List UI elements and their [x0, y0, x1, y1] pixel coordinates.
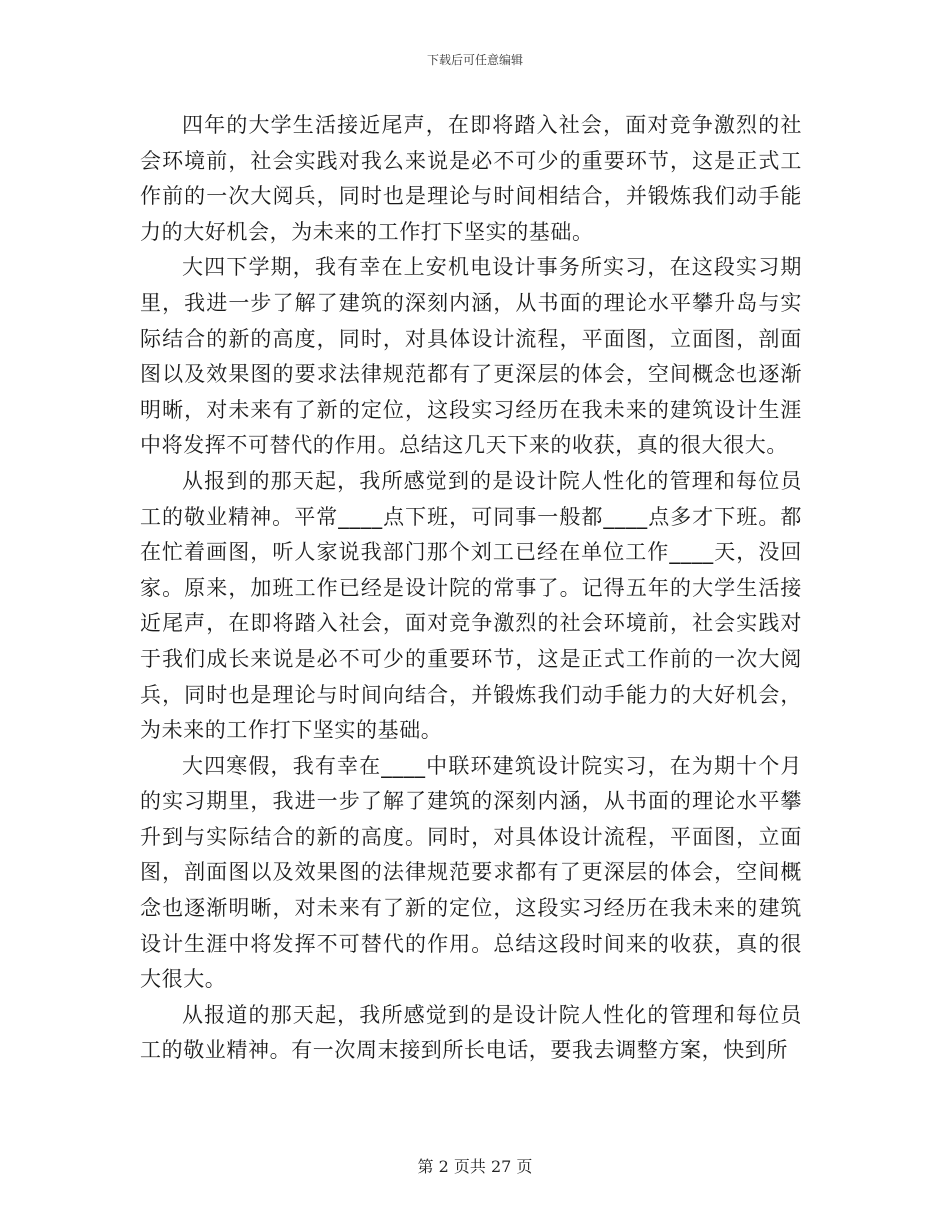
document-body: [140, 108, 802, 1069]
header-note: 下载后可任意编辑: [426, 53, 523, 67]
paragraph: 从报到的那天起，我所感觉到的是设计院人性化的管理和每位员工的敬业精神。平常____点下班，可同事一般都____点多才下班。都在忙着画图，听人家说我部门那个刘工已经在单位工作____天，没回家。原来，加班工作已经是设计院的常事了。记得五年的大学生活接近尾声，在即将踏入社会，面对竞争激烈的社会环境前，社会实践对于我们成长来说是必不可少的重要环节，这是正式工作前的一次大阅兵，同时也是理论与时间向结合，并锻炼我们动手能力的大好机会，为未来的工作打下坚实的基础。: [140, 468, 802, 743]
paragraph: 四年的大学生活接近尾声，在即将踏入社会，面对竞争激烈的社会环境前，社会实践对我么来说是必不可少的重要环节，这是正式工作前的一次大阅兵，同时也是理论与时间相结合，并锻炼我们动手能力的大好机会，为未来的工作打下坚实的基础。: [140, 113, 802, 244]
paragraph: 大四寒假，我有幸在____中联环建筑设计院实习，在为期十个月的实习期里，我进一步了解了建筑的深刻内涵，从书面的理论水平攀升到与实际结合的新的高度。同时，对具体设计流程，平面图，立面图，剖面图以及效果图的法律规范要求都有了更深层的体会，空间概念也逐渐明晰，对未来有了新的定位，这段实习经历在我未来的建筑设计生涯中将发挥不可替代的作用。总结这段时间来的收获，真的很大很大。: [140, 753, 802, 992]
page-number-footer: 第 2 页共 27 页: [417, 1157, 533, 1176]
paragraph: 从报道的那天起，我所感觉到的是设计院人性化的管理和每位员工的敬业精神。有一次周末接到所长电话，要我去调整方案，快到所: [140, 1002, 802, 1063]
paragraph: 大四下学期，我有幸在上安机电设计事务所实习，在这段实习期里，我进一步了解了建筑的深刻内涵，从书面的理论水平攀升岛与实际结合的新的高度，同时，对具体设计流程，平面图，立面图，剖面图以及效果图的要求法律规范都有了更深层的体会，空间概念也逐渐明晰，对未来有了新的定位，这段实习经历在我未来的建筑设计生涯中将发挥不可替代的作用。总结这几天下来的收获，真的很大很大。: [140, 255, 802, 458]
